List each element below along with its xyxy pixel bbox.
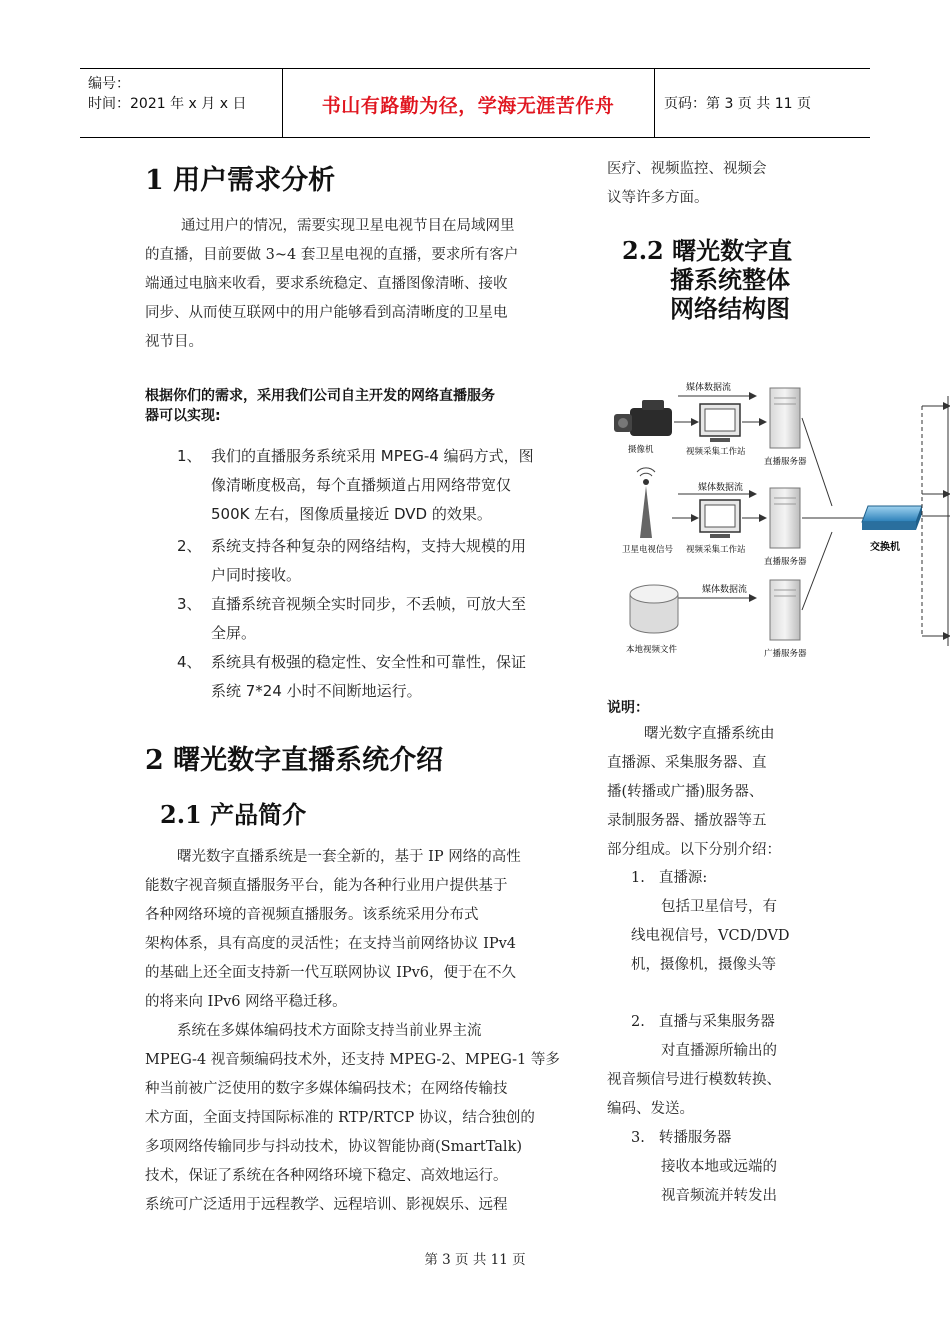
switch-label: 交换机 (870, 542, 900, 553)
header-page-cell (654, 69, 870, 137)
network-diagram (606, 366, 950, 666)
component-title: 直播源: (658, 870, 708, 886)
product-line: 架构体系，具有高度的灵活性；在支持当前网络协议 IPv4 (145, 936, 517, 952)
list-item-number: 1、 (177, 447, 202, 465)
note-line: 录制服务器、播放器等五 (607, 813, 767, 829)
flow-label: 媒体数据流 (698, 483, 744, 493)
list-item-line: 系统 7*24 小时不间断地运行。 (211, 682, 422, 700)
note-line: 部分组成。以下分别介绍： (607, 842, 781, 858)
product-line: 曙光数字直播系统是一套全新的，基于 IP 网络的高性 (177, 849, 521, 865)
product-line: 能数字视音频直播服务平台，能为各种行业用户提供基于 (145, 878, 508, 894)
camera-icon (614, 400, 672, 436)
list-item-line: 系统具有极强的稳定性、安全性和可靠性，保证 (211, 653, 527, 671)
server-icon (770, 388, 800, 448)
product-intro-paragraph (145, 843, 575, 1220)
switch-icon (862, 506, 922, 530)
list-item-line: 系统支持各种复杂的网络结构，支持大规模的用 (211, 537, 527, 555)
list-item-text (211, 442, 571, 529)
list-item-line: 直播系统音视频全实时同步，不丢帧，可放大至 (211, 595, 527, 613)
component-item (607, 1008, 947, 1124)
header-motto: 书山有路勤为径，学海无涯苦作舟 (321, 95, 615, 117)
component-number: 1. (631, 870, 645, 886)
page-header (80, 68, 870, 138)
product-line: 多项网络传输同步与抖动技术，协议智能协商(SmartTalk) (145, 1139, 523, 1155)
component-title: 直播与采集服务器 (658, 1014, 775, 1030)
list-item-line: 我们的直播服务系统采用 MPEG-4 编码方式，图 (211, 447, 534, 465)
component-number: 3. (631, 1130, 645, 1146)
section2-1-title: 2.1 产品简介 (160, 800, 307, 829)
note-line: 曙光数字直播系统由 (644, 726, 775, 742)
header-number: 编号： (88, 76, 130, 92)
note-paragraph (607, 720, 947, 865)
note-line: 直播源、采集服务器、直 (607, 755, 767, 771)
component-line: 对直播源所输出的 (661, 1043, 777, 1059)
component-line: 接收本地或远端的 (661, 1159, 777, 1175)
list-item-line: 户同时接收。 (211, 566, 302, 584)
right-top-text (607, 155, 947, 213)
section1-line: 视节目。 (145, 334, 203, 350)
product-line: 的将来向 IPv6 网络平稳迁移。 (145, 994, 347, 1010)
section1-line: 的直播，目前要做 3~4 套卫星电视的直播，要求所有客户 (145, 247, 519, 263)
header-page-number: 页码：第 3 页 共 11 页 (664, 96, 811, 112)
section2-2-title-line: 2.2 曙光数字直 (622, 236, 793, 265)
note-line: 播(转播或广播)服务器、 (607, 784, 764, 800)
list-item-line: 500K 左右，图像质量接近 DVD 的效果。 (211, 505, 492, 523)
workstation-label: 视频采集工作站 (686, 447, 746, 457)
section2-2-title-line: 网络结构图 (670, 294, 790, 323)
component-item (607, 864, 947, 980)
right-top-line: 议等许多方面。 (607, 190, 709, 206)
product-line: 系统可广泛适用于远程教学、远程培训、影视娱乐、远程 (145, 1197, 508, 1213)
component-line: 包括卫星信号，有 (661, 899, 777, 915)
list-item-text (211, 590, 571, 648)
product-line: 各种网络环境的音视频直播服务。该系统采用分布式 (145, 907, 479, 923)
component-number: 2. (631, 1014, 645, 1030)
live-server-label: 直播服务器 (764, 557, 807, 567)
camera-label: 摄像机 (628, 445, 654, 455)
satellite-antenna-icon (637, 468, 655, 538)
requirement-intro-line: 根据你们的需求，采用我们公司自主开发的网络直播服务 (145, 388, 495, 404)
section1-line: 同步、从而使互联网中的用户能够看到高清晰度的卫星电 (145, 305, 508, 321)
section2-2-title-line: 播系统整体 (670, 265, 790, 294)
header-motto-cell (282, 69, 655, 137)
list-item-number: 2、 (177, 537, 202, 555)
product-line: 术方面，全面支持国际标准的 RTP/RTCP 协议，结合独创的 (145, 1110, 535, 1126)
list-item-number: 3、 (177, 595, 202, 613)
list-item-text (211, 532, 571, 590)
component-list (607, 864, 947, 1214)
requirement-intro (145, 386, 575, 426)
right-top-line: 医疗、视频监控、视频会 (607, 161, 767, 177)
page-footer: 第 3 页 共 11 页 (424, 1252, 526, 1268)
list-item-line: 全屏。 (211, 624, 257, 642)
connection-line (802, 532, 832, 610)
list-item-text (211, 648, 571, 706)
satellite-label: 卫星电视信号 (622, 545, 674, 555)
section1-title: 1 用户需求分析 (145, 165, 336, 196)
list-item-line: 像清晰度极高，每个直播频道占用网络带宽仅 (211, 476, 512, 494)
component-title: 转播服务器 (658, 1130, 732, 1146)
live-server-label: 直播服务器 (764, 457, 807, 467)
flow-label: 媒体数据流 (686, 383, 732, 393)
broadcast-server-label: 广播服务器 (764, 649, 807, 659)
component-line: 编码、发送。 (607, 1101, 694, 1117)
product-line: MPEG-4 视音频编码技术外，还支持 MPEG-2、MPEG-1 等多 (145, 1052, 560, 1068)
header-date: 时间：2021 年 x 月 x 日 (88, 96, 247, 112)
product-line: 种当前被广泛使用的数字多媒体编码技术；在网络传输技 (145, 1081, 508, 1097)
section1-line: 端通过电脑来收看，要求系统稳定、直播图像清晰、接收 (145, 276, 508, 292)
component-item (607, 1124, 947, 1211)
local-file-label: 本地视频文件 (626, 645, 678, 655)
component-line: 线电视信号，VCD/DVD (631, 928, 790, 944)
workstation-icon (700, 404, 740, 442)
workstation-label: 视频采集工作站 (686, 545, 746, 555)
component-line: 视音频信号进行模数转换、 (607, 1072, 781, 1088)
flow-label: 媒体数据流 (702, 585, 748, 595)
list-item-number: 4、 (177, 653, 202, 671)
header-meta (80, 69, 283, 137)
product-line: 技术，保证了系统在各种网络环境下稳定、高效地运行。 (145, 1168, 508, 1184)
component-line: 机，摄像机，摄像头等 (631, 957, 776, 973)
section2-title: 2 曙光数字直播系统介绍 (145, 745, 444, 776)
workstation-icon (700, 500, 740, 538)
note-label: 说明： (607, 700, 649, 716)
product-line: 系统在多媒体编码技术方面除支持当前业界主流 (177, 1023, 482, 1039)
product-line: 的基础上还全面支持新一代互联网协议 IPv6，便于在不久 (145, 965, 517, 981)
component-line: 视音频流并转发出 (661, 1188, 777, 1204)
server-icon (770, 488, 800, 548)
section1-line: 通过用户的情况，需要实现卫星电视节目在局域网里 (181, 218, 515, 234)
section1-paragraph (145, 212, 575, 357)
requirement-intro-line: 器可以实现: (145, 408, 221, 424)
feature-list (177, 442, 577, 712)
section2-2-title (622, 236, 792, 323)
server-icon (770, 580, 800, 640)
disk-icon (630, 585, 678, 633)
